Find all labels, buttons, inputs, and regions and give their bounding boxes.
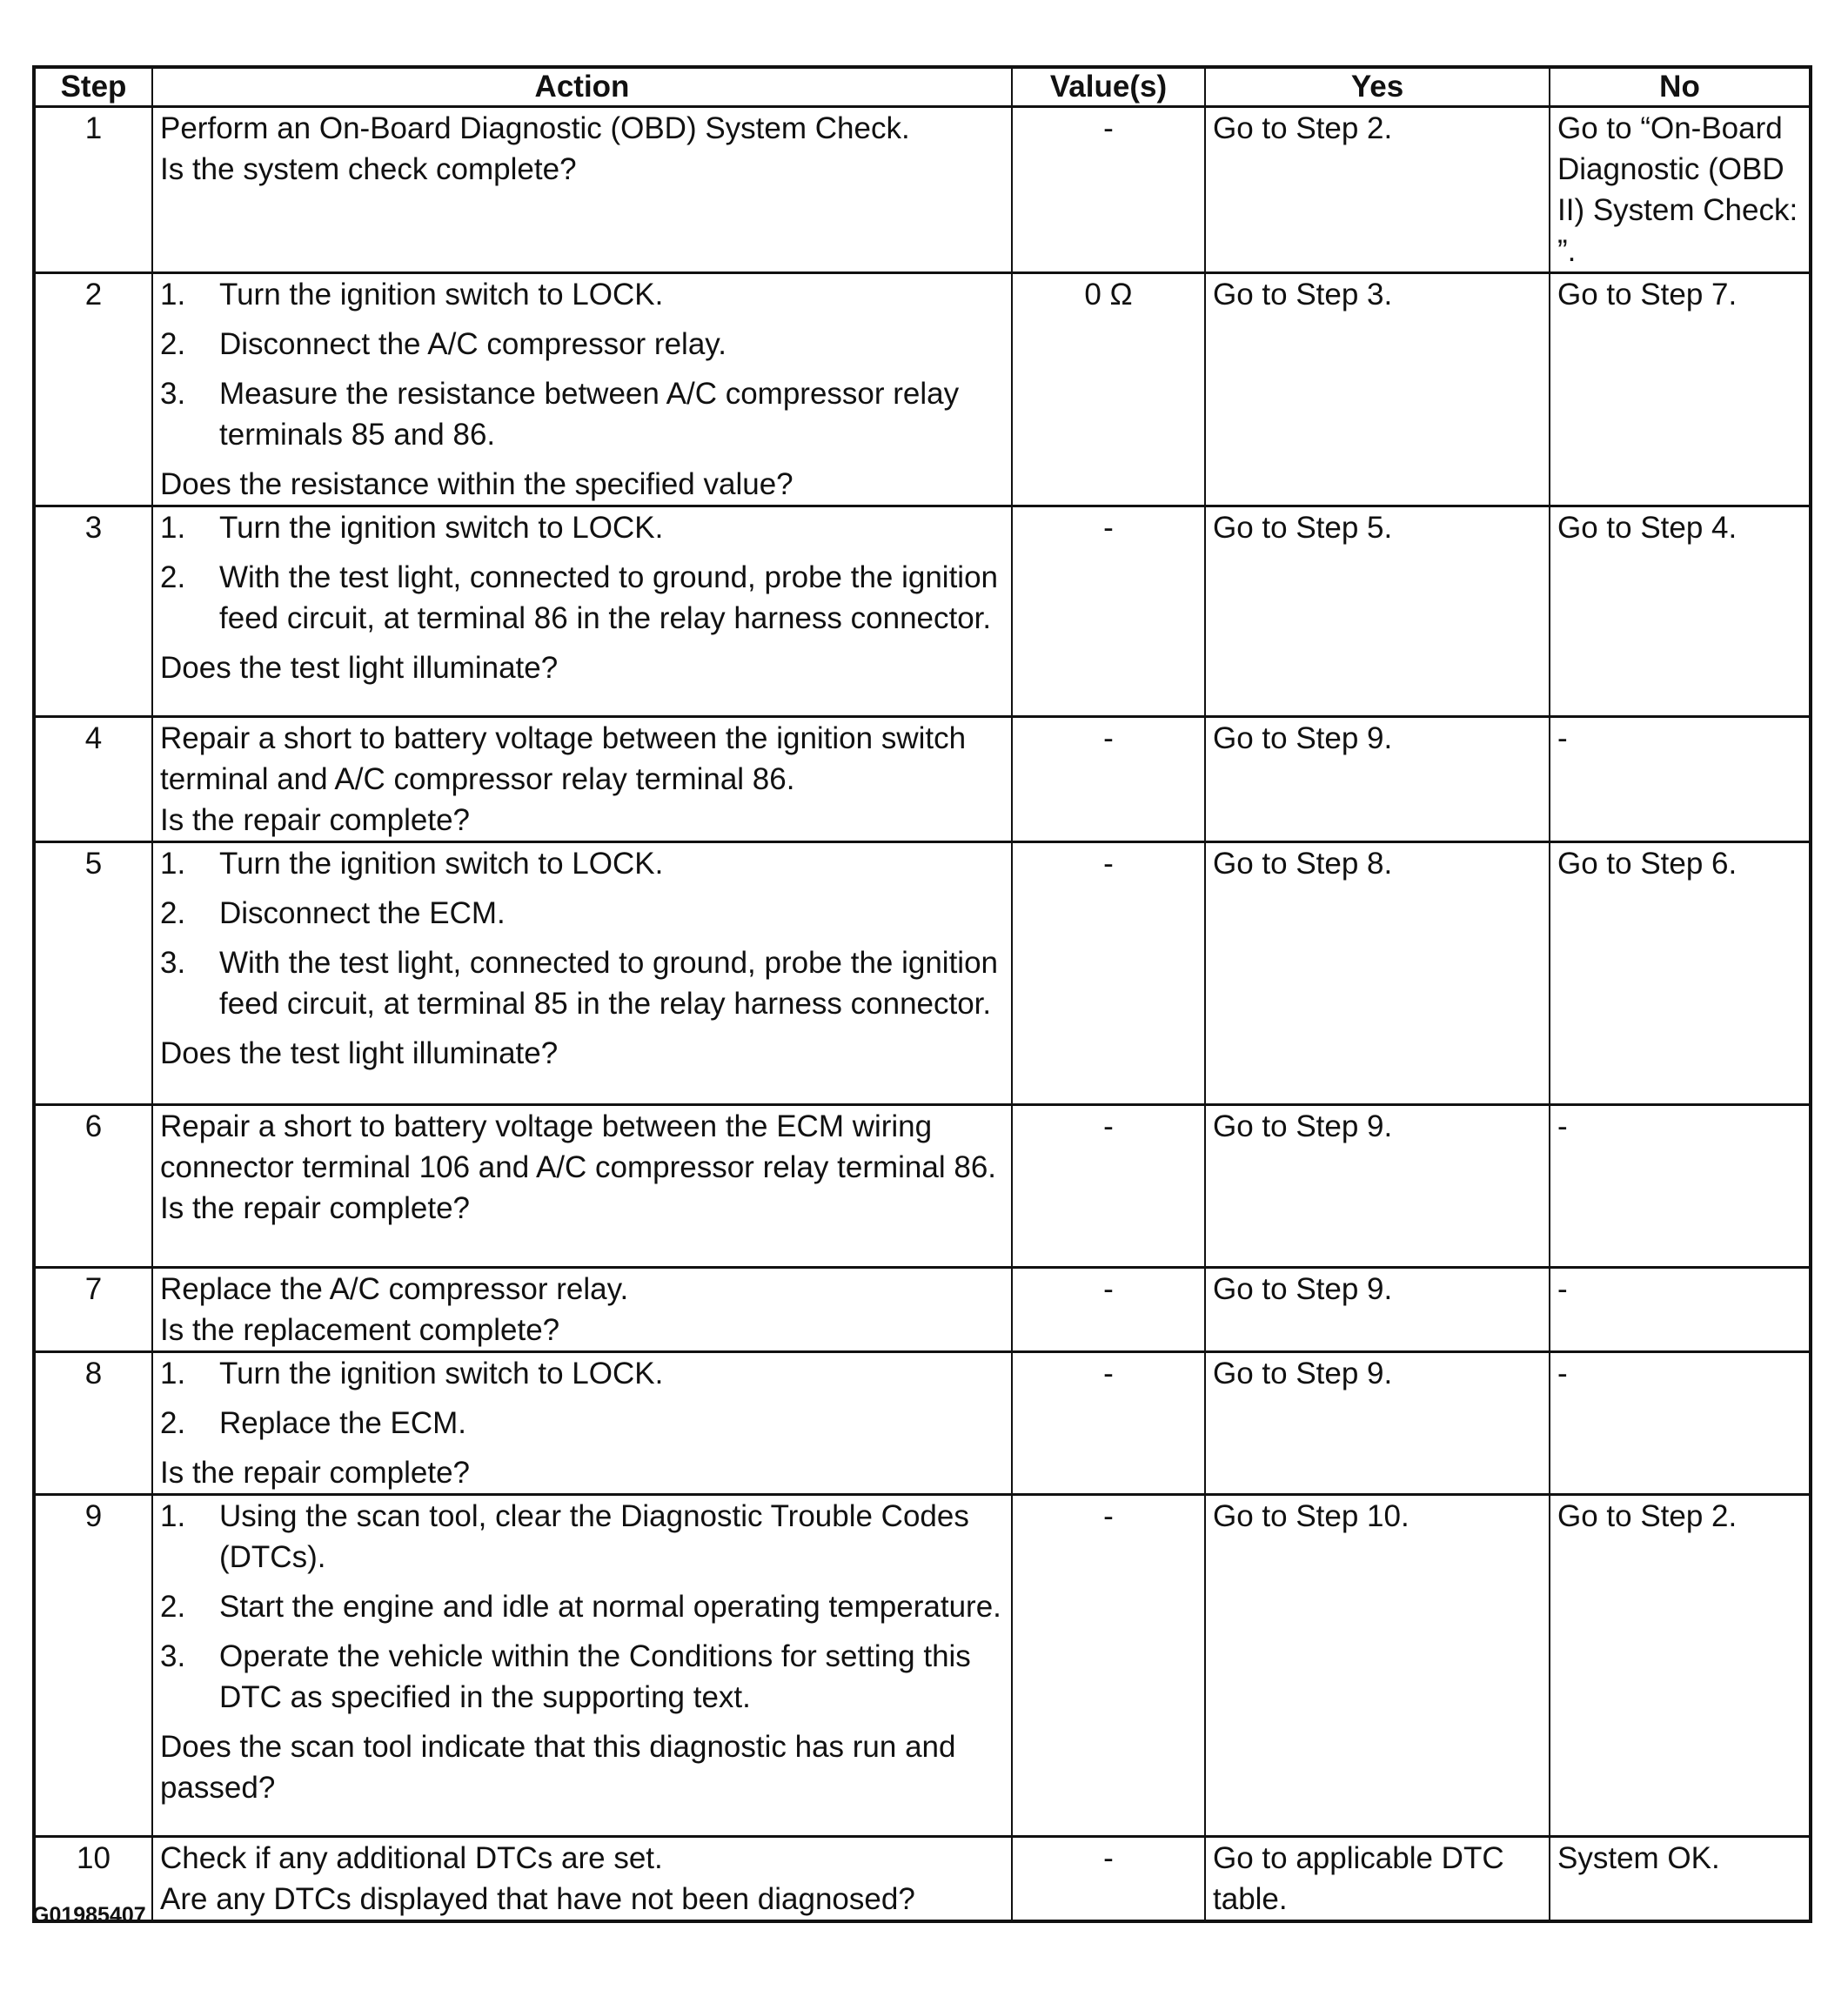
step-number: 9 (34, 1495, 152, 1837)
action-cell (152, 107, 1012, 273)
action-step-number: 1. (160, 1357, 186, 1391)
yes-cell: Go to Step 9. (1205, 1105, 1550, 1268)
no-cell: - (1550, 1352, 1811, 1495)
step-number: 2 (34, 273, 152, 506)
action-step-number: 1. (160, 1499, 186, 1533)
action-step-number: 1. (160, 511, 186, 545)
table-row (34, 842, 1811, 1105)
yes-cell: Go to applicable DTC table. (1205, 1837, 1550, 1922)
action-step (160, 893, 1004, 934)
no-cell: - (1550, 1105, 1811, 1268)
header-values: Value(s) (1012, 67, 1205, 107)
step-number: 7 (34, 1268, 152, 1352)
action-step-text: Turn the ignition switch to LOCK. (219, 511, 664, 545)
action-intro: Repair a short to battery voltage between the ignition switch terminal and A/C compressor relay terminal 86. (160, 721, 967, 796)
step-number: 5 (34, 842, 152, 1105)
step-number: 8 (34, 1352, 152, 1495)
action-steps-list (160, 1353, 1004, 1444)
table-row (34, 1105, 1811, 1268)
no-cell: Go to Step 2. (1550, 1495, 1811, 1837)
figure-id: G01985407 (32, 1903, 146, 1927)
action-question: Is the repair complete? (160, 803, 471, 837)
header-no: No (1550, 67, 1811, 107)
no-cell: Go to “On-Board Diagnostic (OBD II) System Check: ”. (1550, 107, 1811, 273)
table-row (34, 1268, 1811, 1352)
action-step (160, 1586, 1004, 1627)
value-cell: 0 Ω (1012, 273, 1205, 506)
action-intro: Check if any additional DTCs are set. (160, 1841, 663, 1875)
action-step-number: 2. (160, 327, 186, 361)
action-step-number: 1. (160, 847, 186, 881)
value-cell: - (1012, 506, 1205, 717)
action-cell (152, 1268, 1012, 1352)
yes-cell: Go to Step 5. (1205, 506, 1550, 717)
action-intro: Repair a short to battery voltage between the ECM wiring connector terminal 106 and A/C compressor relay terminal 86. (160, 1109, 997, 1184)
action-step-number: 2. (160, 1406, 186, 1440)
action-step (160, 1636, 1004, 1718)
action-question: Is the repair complete? (160, 1456, 471, 1490)
no-cell: - (1550, 717, 1811, 842)
action-step (160, 1403, 1004, 1444)
step-number: 4 (34, 717, 152, 842)
action-step-number: 3. (160, 946, 186, 980)
value-cell: - (1012, 842, 1205, 1105)
step-number: 3 (34, 506, 152, 717)
yes-cell: Go to Step 9. (1205, 717, 1550, 842)
action-step-text: Operate the vehicle within the Conditions for setting this DTC as specified in the supporting text. (219, 1639, 971, 1714)
action-step-number: 1. (160, 278, 186, 312)
action-step (160, 1353, 1004, 1394)
action-steps-list (160, 1496, 1004, 1718)
no-cell: System OK. (1550, 1837, 1811, 1922)
diagnostic-table (32, 65, 1812, 1923)
action-cell (152, 506, 1012, 717)
action-step-number: 2. (160, 560, 186, 594)
action-question: Are any DTCs displayed that have not been diagnosed? (160, 1882, 915, 1916)
no-cell: - (1550, 1268, 1811, 1352)
yes-cell: Go to Step 10. (1205, 1495, 1550, 1837)
action-step (160, 557, 1004, 639)
action-question: Does the scan tool indicate that this diagnostic has run and passed? (160, 1730, 956, 1805)
action-question: Is the replacement complete? (160, 1313, 560, 1347)
action-step (160, 507, 1004, 548)
yes-cell: Go to Step 8. (1205, 842, 1550, 1105)
action-step (160, 942, 1004, 1024)
action-intro: Replace the A/C compressor relay. (160, 1272, 629, 1306)
action-step-text: Turn the ignition switch to LOCK. (219, 847, 664, 881)
yes-cell: Go to Step 9. (1205, 1268, 1550, 1352)
action-step-text: Disconnect the ECM. (219, 896, 506, 930)
table-row (34, 1352, 1811, 1495)
header-yes: Yes (1205, 67, 1550, 107)
yes-cell: Go to Step 3. (1205, 273, 1550, 506)
table-row (34, 107, 1811, 273)
action-step-number: 2. (160, 896, 186, 930)
step-number: 6 (34, 1105, 152, 1268)
action-question: Is the repair complete? (160, 1191, 471, 1225)
header-action: Action (152, 67, 1012, 107)
action-step-number: 3. (160, 1639, 186, 1673)
table-row (34, 506, 1811, 717)
header-step: Step (34, 67, 152, 107)
no-cell: Go to Step 4. (1550, 506, 1811, 717)
value-cell: - (1012, 1837, 1205, 1922)
action-steps-list (160, 507, 1004, 639)
table-row (34, 273, 1811, 506)
no-cell: Go to Step 6. (1550, 842, 1811, 1105)
table-row (34, 1495, 1811, 1837)
header-row (34, 67, 1811, 107)
action-cell (152, 1105, 1012, 1268)
action-step-text: Disconnect the A/C compressor relay. (219, 327, 726, 361)
value-cell: - (1012, 107, 1205, 273)
action-question: Is the system check complete? (160, 152, 577, 186)
action-step (160, 274, 1004, 315)
action-cell (152, 842, 1012, 1105)
table-row (34, 717, 1811, 842)
value-cell: - (1012, 1352, 1205, 1495)
action-steps-list (160, 274, 1004, 455)
action-cell (152, 1495, 1012, 1837)
action-cell (152, 717, 1012, 842)
action-step-text: Using the scan tool, clear the Diagnostic Trouble Codes (DTCs). (219, 1499, 969, 1574)
action-step-text: Turn the ignition switch to LOCK. (219, 1357, 664, 1391)
action-step-text: Turn the ignition switch to LOCK. (219, 278, 664, 312)
action-question: Does the resistance within the specified value? (160, 467, 793, 501)
action-steps-list (160, 843, 1004, 1024)
action-cell (152, 273, 1012, 506)
action-step-text: With the test light, connected to ground, probe the ignition feed circuit, at terminal 85 in the relay harness connector. (219, 946, 999, 1021)
value-cell: - (1012, 1268, 1205, 1352)
action-step-text: Start the engine and idle at normal operating temperature. (219, 1590, 1001, 1624)
yes-cell: Go to Step 9. (1205, 1352, 1550, 1495)
action-question: Does the test light illuminate? (160, 1036, 559, 1070)
action-step-number: 2. (160, 1590, 186, 1624)
action-intro: Perform an On-Board Diagnostic (OBD) System Check. (160, 111, 910, 145)
action-step-text: Replace the ECM. (219, 1406, 467, 1440)
table-row (34, 1837, 1811, 1922)
action-question: Does the test light illuminate? (160, 651, 559, 685)
no-cell: Go to Step 7. (1550, 273, 1811, 506)
step-number: 1 (34, 107, 152, 273)
action-cell (152, 1837, 1012, 1922)
value-cell: - (1012, 717, 1205, 842)
yes-cell: Go to Step 2. (1205, 107, 1550, 273)
action-step (160, 1496, 1004, 1578)
action-step (160, 843, 1004, 884)
action-step-text: Measure the resistance between A/C compressor relay terminals 85 and 86. (219, 377, 960, 452)
value-cell: - (1012, 1495, 1205, 1837)
action-cell (152, 1352, 1012, 1495)
step-number: 10 (34, 1837, 152, 1922)
action-step (160, 373, 1004, 455)
action-step (160, 324, 1004, 365)
value-cell: - (1012, 1105, 1205, 1268)
action-step-text: With the test light, connected to ground, probe the ignition feed circuit, at terminal 86 in the relay harness connector. (219, 560, 999, 635)
action-step-number: 3. (160, 377, 186, 411)
